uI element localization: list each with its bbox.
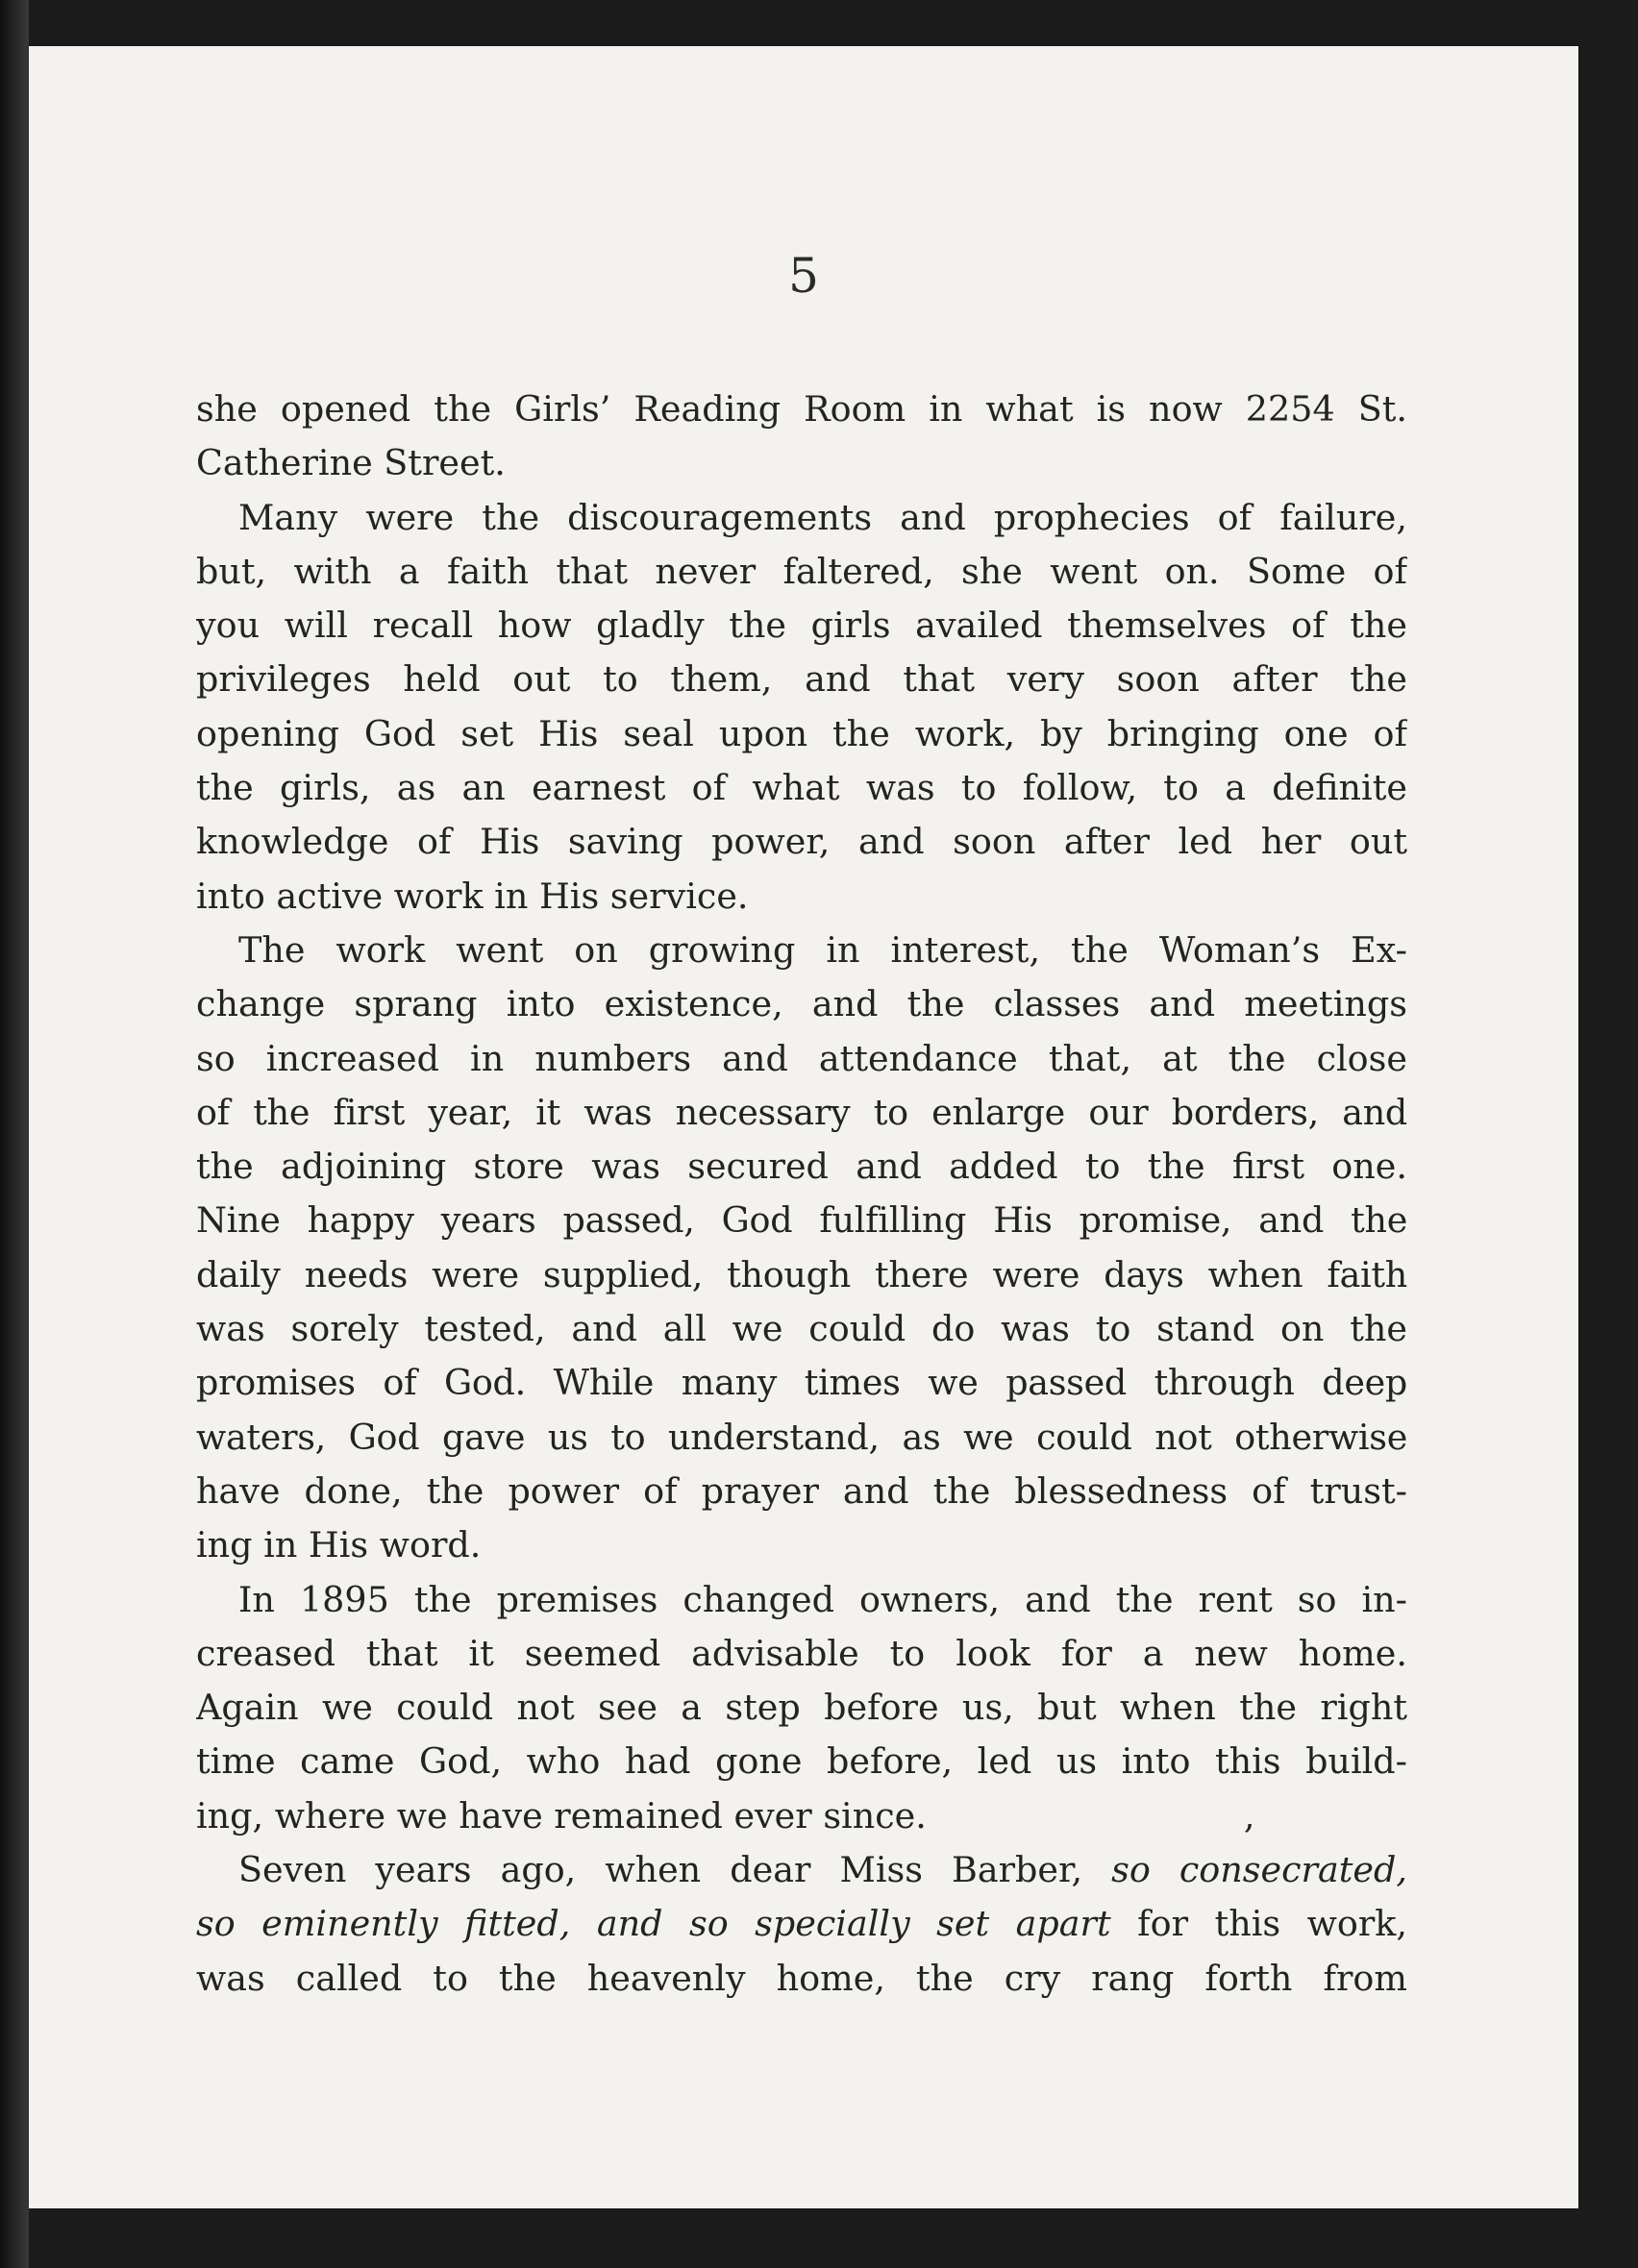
text-line: promises of God. While many times we passed through deep: [196, 1362, 1407, 1404]
text-line: so increased in numbers and attendance that, at the close: [196, 1037, 1407, 1079]
page-body: [196, 382, 1407, 2006]
text-line: opening God set His seal upon the work, by bringing one of: [196, 712, 1407, 754]
text-line: The work went on growing in interest, the Woman’s Ex-: [238, 928, 1407, 971]
text-line-content: ing, where we have remained ever since.: [196, 1794, 927, 1837]
text-run: for this work,: [1110, 1903, 1407, 1945]
italic-run: so eminently fitted, and so specially set apart: [196, 1903, 1111, 1945]
text-line: the adjoining store was secured and added to the first one.: [196, 1146, 1407, 1188]
page-number: 5: [788, 248, 819, 304]
text-run: Seven years ago, when dear Miss Barber,: [238, 1849, 1112, 1891]
text-line: the girls, as an earnest of what was to follow, to a definite: [196, 767, 1407, 809]
text-line: [196, 1897, 1407, 1951]
text-line: privileges held out to them, and that very soon after the: [196, 658, 1407, 701]
document-page: [29, 46, 1578, 2208]
text-line: but, with a faith that never faltered, she went on. Some of: [196, 550, 1407, 592]
text-line: have done, the power of prayer and the blessedness of trust-: [196, 1469, 1407, 1512]
text-line: ing in His word.: [196, 1524, 482, 1566]
text-line: was sorely tested, and all we could do was to stand on the: [196, 1308, 1407, 1350]
text-line: you will recall how gladly the girls availed themselves of the: [196, 604, 1407, 647]
text-line: creased that it seemed advisable to look for a new home.: [196, 1632, 1407, 1674]
italic-run: so consecrated,: [1111, 1849, 1407, 1891]
text-line: Nine happy years passed, God fulfilling His promise, and the: [196, 1199, 1407, 1242]
text-line: time came God, who had gone before, led us into this build-: [196, 1740, 1407, 1783]
stray-comma-mark: ,: [1243, 1794, 1255, 1837]
text-line: change sprang into existence, and the classes and meetings: [196, 983, 1407, 1025]
text-line: knowledge of His saving power, and soon after led her out: [196, 821, 1407, 863]
text-line: was called to the heavenly home, the cry rang forth from: [196, 1957, 1407, 1999]
text-line: In 1895 the premises changed owners, and the rent so in-: [238, 1578, 1407, 1620]
text-line: daily needs were supplied, though there were days when faith: [196, 1253, 1407, 1295]
text-line: Again we could not see a step before us, but when the right: [196, 1687, 1407, 1729]
text-line: [196, 1789, 1407, 1843]
text-line: waters, God gave us to understand, as we could not otherwise: [196, 1416, 1407, 1458]
text-line: Catherine Street.: [196, 442, 506, 484]
text-line: [196, 1843, 1407, 1897]
text-line: Many were the discouragements and prophecies of failure,: [238, 496, 1407, 538]
text-line: of the first year, it was necessary to enlarge our borders, and: [196, 1091, 1407, 1133]
text-line: she opened the Girls’ Reading Room in what is now 2254 St.: [196, 388, 1407, 430]
text-line: into active work in His service.: [196, 875, 749, 917]
scan-left-edge: [0, 0, 29, 2268]
